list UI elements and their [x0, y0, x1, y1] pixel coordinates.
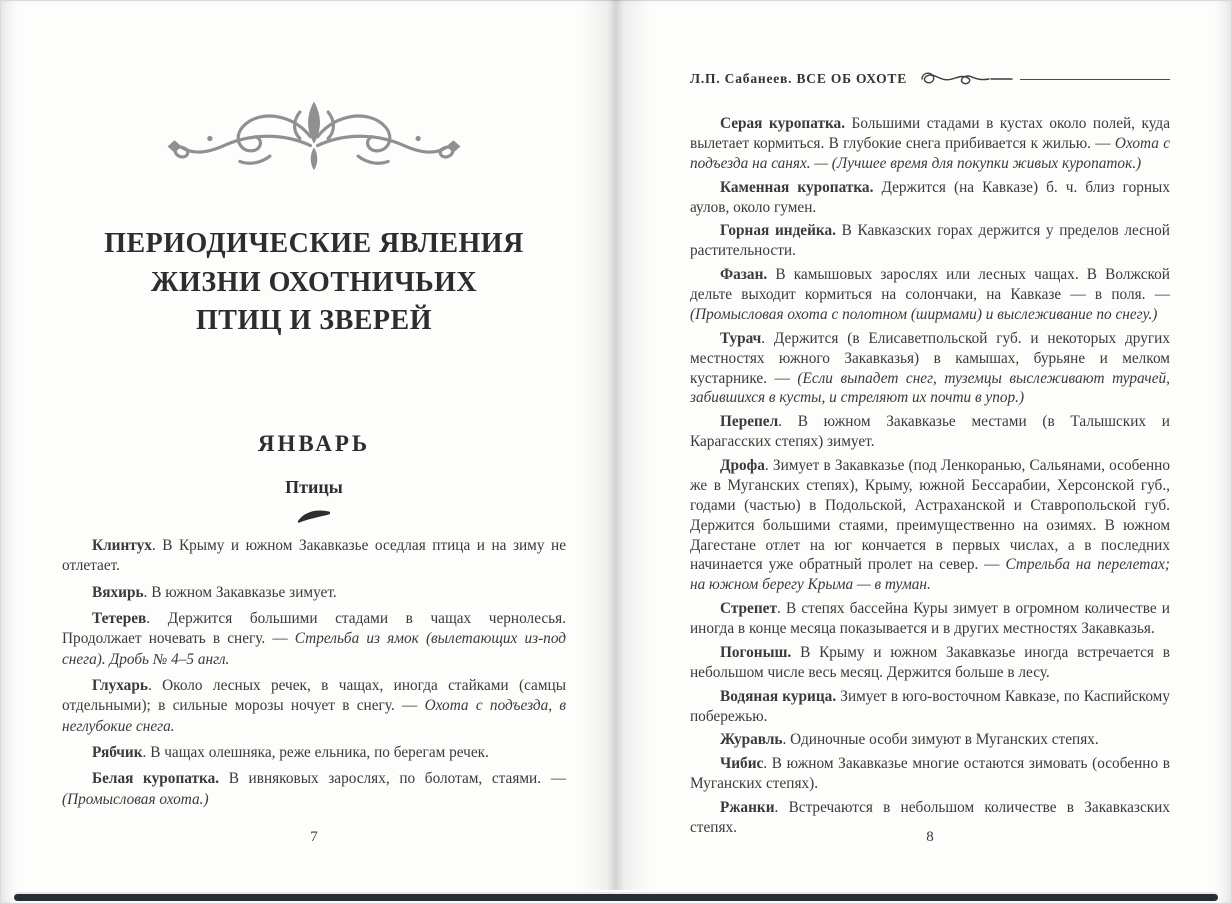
text-run: . В степях бассейна Куры зимует в огромном количестве и иногда в конце месяца показывается и в других местностях Закавказья.: [690, 600, 1170, 637]
text-run: Журавль: [720, 731, 783, 749]
paragraph: [690, 412, 1170, 452]
paragraph: [62, 536, 566, 577]
paragraph: [690, 754, 1170, 794]
right-page-paragraphs: [690, 114, 1170, 838]
text-run: Водяная курица.: [720, 687, 837, 705]
text-run: Зимует в юго-восточном Кавказе, по Каспийскому побережью.: [690, 687, 1170, 725]
text-run: . Около лесных речек, в чащах, иногда стайками (самцы отдельными); в сильные морозы ночует в снегу. —: [62, 676, 566, 715]
text-run: (Если выпадет снег, туземцы выслеживают турачей, забившихся в кусты, и стреляют их почти в упор.): [690, 369, 1170, 407]
subsection-heading-birds: Птицы: [285, 476, 343, 497]
header-flourish-icon: [919, 68, 1014, 90]
text-run: Стрельба на перелетах; на южном берегу Крыма — в туман.: [690, 556, 1171, 594]
text-run: Стрельба из ямок (вылетающих из-под снега). Дробь № 4–5 англ.: [62, 630, 567, 668]
text-run: (Промысловая охота с полотном (ширмами) и выслеживание по снегу.): [690, 305, 1158, 323]
left-page-paragraphs: [62, 536, 566, 810]
text-run: Серая куропатка.: [720, 115, 846, 132]
paragraph: [62, 769, 566, 810]
text-run: Клинтух: [92, 536, 152, 554]
book-title-line: ЖИЗНИ ОХОТНИЧЬИХ: [150, 266, 478, 298]
text-run: . Держится большими стадами в чащах чернолесья. Продолжает ночевать в снегу. —: [62, 609, 566, 648]
text-run: . Встречаются в небольшом количестве в Закавказских степях.: [690, 799, 1170, 836]
text-run: . Одиночные особи зимуют в Муганских степях.: [782, 731, 1099, 749]
text-run: Вяхирь: [92, 583, 144, 601]
text-run: Ржанки: [720, 799, 775, 816]
paragraph: [690, 599, 1170, 639]
paragraph: [690, 221, 1170, 261]
running-header: [690, 68, 1170, 90]
paragraph: [690, 265, 1170, 325]
text-run: Стрепет: [720, 600, 777, 618]
text-run: Охота с подъезда на санях. — (Лучшее время для покупки живых куропаток.): [690, 134, 1170, 172]
text-run: Рябчик: [92, 743, 143, 761]
section-heading-month: ЯНВАРЬ: [257, 430, 371, 456]
header-rule: [1020, 79, 1170, 80]
text-run: . В южном Закавказье местами (в Талышских и Карагасских степях) зимует.: [690, 413, 1170, 451]
text-run: В ивняковых зарослях, по болотам, стаями. —: [219, 770, 566, 788]
chapter-ornament-icon: [164, 96, 464, 181]
book-title-line: ПЕРИОДИЧЕСКИЕ ЯВЛЕНИЯ: [104, 228, 524, 259]
leaf-flourish-icon: [296, 508, 332, 524]
running-header-text: Л.П. Сабанеев. ВСЕ ОБ ОХОТЕ: [690, 71, 908, 86]
text-run: (Промысловая охота.): [62, 790, 209, 808]
paragraph: [690, 178, 1170, 218]
text-run: Фазан.: [720, 266, 768, 284]
text-run: Горная индейка.: [720, 222, 836, 240]
text-run: . В Крыму и южном Закавказье оседлая птица и на зиму не отлетает.: [62, 536, 566, 575]
text-run: Дрофа: [720, 457, 765, 474]
paragraph: [62, 676, 566, 737]
paragraph: [690, 730, 1170, 750]
text-run: В Кавказских горах держится у пределов лесной растительности.: [690, 222, 1170, 260]
text-run: Охота с подъезда, в неглубокие снега.: [62, 697, 566, 735]
text-run: Перепел: [720, 413, 779, 431]
text-run: Каменная куропатка.: [720, 178, 874, 196]
paragraph: [690, 643, 1170, 683]
text-run: . В южном Закавказье зимует.: [143, 583, 337, 601]
text-run: В камышовых зарослях или лесных чащах. В Волжской дельте выходит кормиться на солончаки, на Кавказе — в поля. —: [690, 266, 1170, 303]
text-run: Турач: [720, 329, 762, 347]
paragraph: [690, 114, 1170, 174]
page-number-left: 7: [310, 829, 318, 845]
page-number-right: 8: [926, 829, 934, 845]
paragraph: [62, 743, 566, 763]
book-bottom-edge: [14, 894, 1218, 901]
text-run: Чибис: [720, 755, 764, 773]
text-run: Тетерев: [92, 609, 147, 627]
text-run: . В южном Закавказье многие остаются зимовать (особенно в Муганских степях).: [690, 755, 1170, 793]
text-run: Глухарь: [92, 676, 148, 694]
text-run: Белая куропатка.: [92, 770, 220, 788]
text-run: Погоныш.: [720, 643, 792, 661]
book-title-line: ПТИЦ И ЗВЕРЕЙ: [196, 305, 432, 337]
text-run: Держится (на Кавказе) б. ч. близ горных аулов, около гумен.: [690, 178, 1170, 216]
paragraph: [690, 687, 1170, 727]
text-run: . Зимует в Закавказье (под Ленкоранью, Сальянами, особенно же в Муганских степях), Крыму, южной Бессарабии, Херсонской губ., годами (частью) в Подольской, Астраханской и Ставропольской губ. Держится большими стаями, преимущественно на озимях. В южном Дагестане отлет на юг кончается в первых числах, а в последних начинается уже обратный пролет на север. —: [690, 457, 1170, 574]
paragraph: [62, 583, 566, 603]
book-title: [62, 225, 566, 341]
text-run: Большими стадами в кустах около полей, куда вылетает кормиться. В глубокие снега прибивается к жилью. —: [690, 115, 1170, 152]
paragraph: [690, 329, 1170, 409]
paragraph: [690, 456, 1170, 595]
text-run: . В чащах олешняка, реже ельника, по берегам речек.: [142, 743, 489, 761]
text-run: . Держится (в Елисаветпольской губ. и некоторых других местностях южного Закавказья) в камышах, бурьяне и мелком кустарнике. —: [690, 329, 1170, 387]
text-run: В Крыму и южном Закавказье иногда встречается в небольшом числе весь месяц. Держится больше в лесу.: [690, 643, 1170, 681]
paragraph: [62, 609, 566, 670]
page-right: [616, 0, 1232, 904]
